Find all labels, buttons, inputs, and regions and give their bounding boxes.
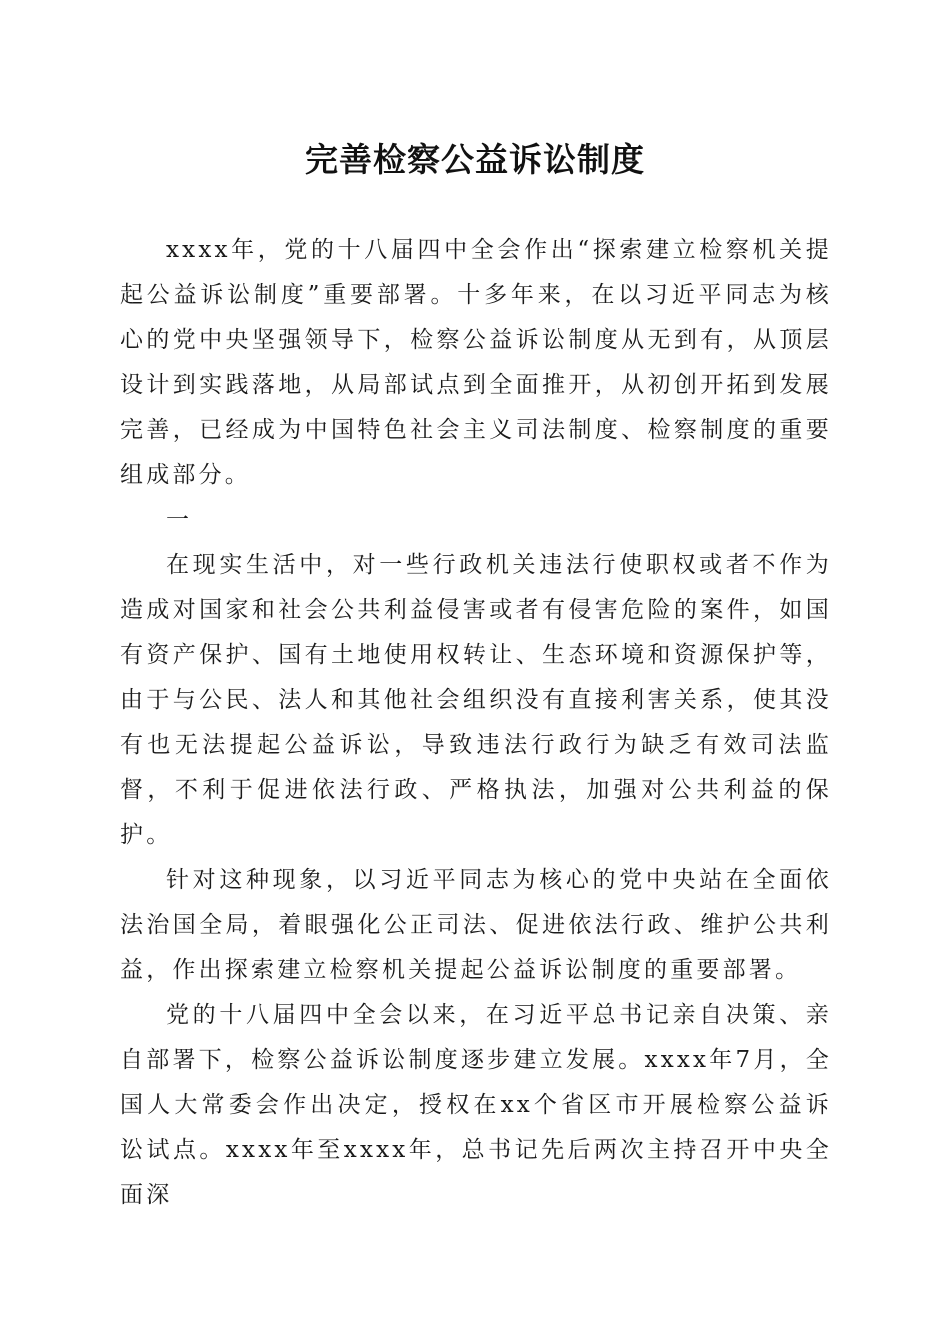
document-body: [120, 228, 832, 1218]
paragraph-background: 在现实生活中，对一些行政机关违法行使职权或者不作为造成对国家和社会公共利益侵害或者有侵害危险的案件，如国有资产保护、国有土地使用权转让、生态环境和资源保护等，由于与公民、法人和其他社会组织没有直接利害关系，使其没有也无法提起公益诉讼，导致违法行政行为缺乏有效司法监督，不利于促进依法行政、严格执法，加强对公共利益的保护。: [120, 552, 832, 848]
paragraph-response: 针对这种现象，以习近平同志为核心的党中央站在全面依法治国全局，着眼强化公正司法、促进依法行政、维护公共利益，作出探索建立检察机关提起公益诉讼制度的重要部署。: [120, 867, 832, 983]
paragraph-intro: xxxx年，党的十八届四中全会作出“探索建立检察机关提起公益诉讼制度”重要部署。十多年来，在以习近平同志为核心的党中央坚强领导下，检察公益诉讼制度从无到有，从顶层设计到实践落地，从局部试点到全面推开，从初创开拓到发展完善，已经成为中国特色社会主义司法制度、检察制度的重要组成部分。: [120, 237, 832, 488]
document-title: 完善检察公益诉讼制度: [305, 140, 645, 179]
paragraph-development: 党的十八届四中全会以来，在习近平总书记亲自决策、亲自部署下，检察公益诉讼制度逐步建立发展。xxxx年7月，全国人大常委会作出决定，授权在xx个省区市开展检察公益诉讼试点。xxxx年至xxxx年，总书记先后两次主持召开中央全面深: [120, 1002, 832, 1208]
section-number-one: 一: [166, 507, 193, 533]
